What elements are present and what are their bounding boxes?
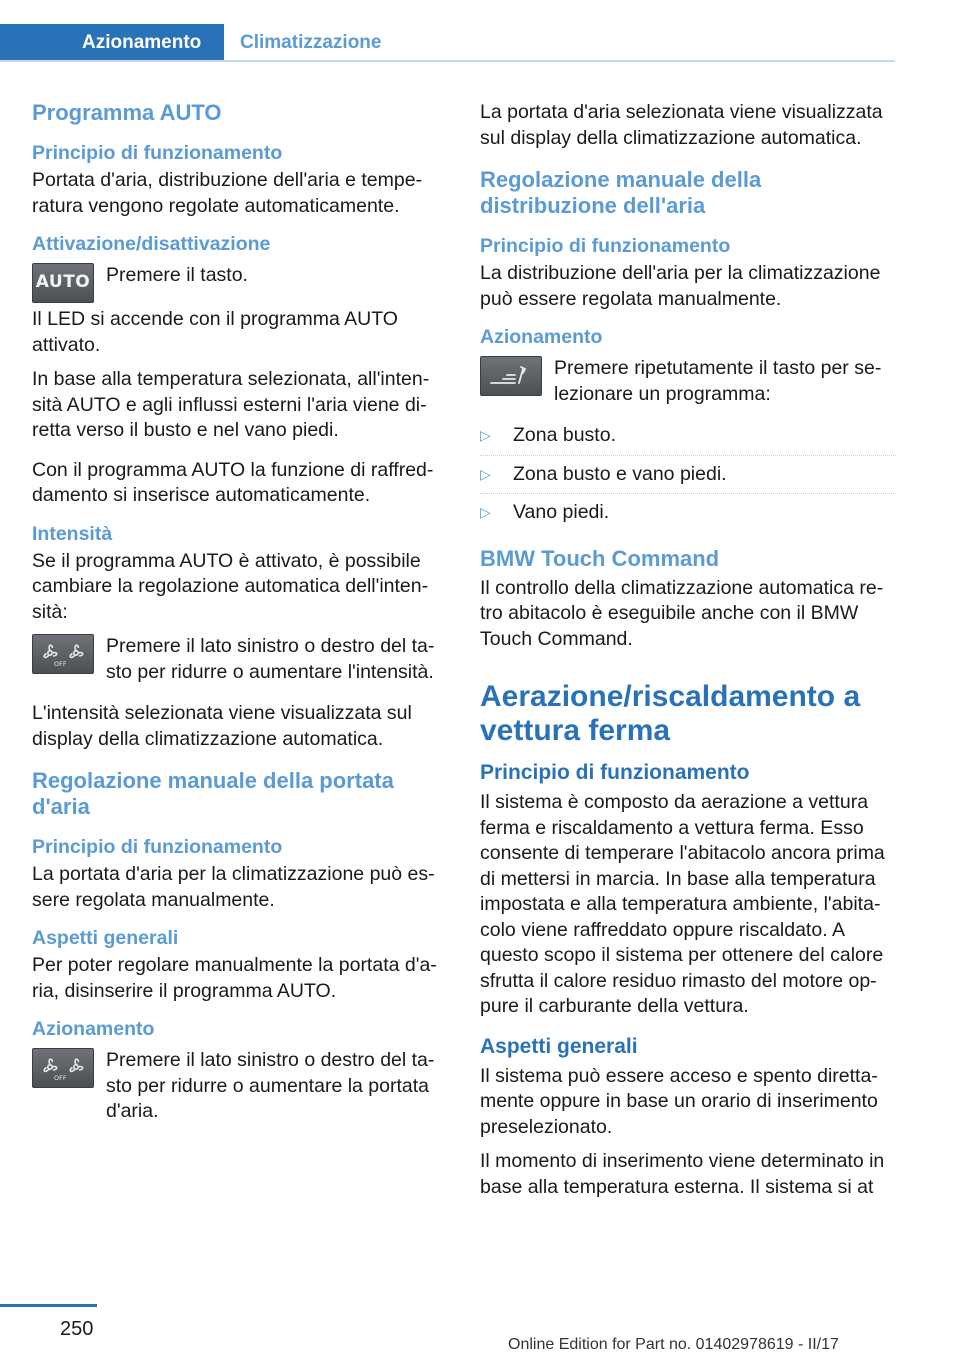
list-item: [480, 500, 896, 532]
heading-programma-auto: Programma AUTO: [32, 100, 222, 125]
triangle-right-icon: ▷: [480, 427, 491, 443]
paragraph: La distribuzione dell'aria per la climatizzazione può essere regolata manualmente.: [480, 262, 881, 310]
heading-azionamento: Azionamento: [32, 1018, 155, 1040]
footer-divider: [0, 1304, 97, 1307]
heading-intensita: Intensità: [32, 522, 113, 545]
page-number: 250: [60, 1318, 94, 1340]
paragraph: Il sistema è composto da aerazione a vettura ferma e riscaldamento a vettura ferma. Esso consente di temperare l'abitacolo ancora prima di mettersi in marcia. In base alla temperatura impostata e alla temperatura ambiente, l'abitacolo viene raffreddato oppure riscaldato. A questo scopo il sistema per ottenere del calore sfrutta il calore residuo rimasto del motore oppure il carburante della vettura.: [480, 791, 885, 1017]
paragraph: Se il programma AUTO è attivato, è possibile cambiare la regolazione automatica dell'intensità:: [32, 549, 429, 623]
heading-principio-funzionamento: Principio di funzionamento: [480, 761, 750, 784]
paragraph: Portata d'aria, distribuzione dell'aria e temperatura vengono regolate automaticamente.: [32, 169, 423, 217]
auto-button-image: [32, 263, 94, 303]
heading-principio-funzionamento: Principio di funzionamento: [32, 836, 283, 858]
airflow-button-row: [32, 1048, 448, 1131]
air-distribution-button-image: [480, 356, 542, 396]
paragraph: Premere ripetutamente il tasto per selezionare un programma:: [554, 357, 882, 405]
paragraph: In base alla temperatura selezionata, all'intensità AUTO e agli influssi esterni l'aria viene diretta verso il busto e nel vano piedi.: [32, 368, 430, 441]
paragraph: Premere il lato sinistro o destro del tasto per ridurre o aumentare la portata d'aria.: [106, 1049, 435, 1122]
paragraph: Il LED si accende con il programma AUTO attivato.: [32, 308, 398, 356]
auto-button-label: AUTO: [35, 272, 91, 293]
paragraph: Il sistema può essere acceso e spento direttamente oppure in base un orario di inserimento preselezionato.: [480, 1064, 878, 1138]
heading-principio-funzionamento: Principio di funzionamento: [32, 142, 283, 164]
paragraph: Con il programma AUTO la funzione di raffreddamento si inserisce automaticamente.: [32, 458, 434, 506]
svg-text:OFF: OFF: [54, 1074, 67, 1082]
fan-icon: [37, 1053, 89, 1083]
intensity-button-row: [32, 634, 448, 691]
heading-principio-funzionamento: Principio di funzionamento: [480, 235, 731, 257]
paragraph: L'intensità selezionata viene visualizzata sul display della climatizzazione automatica.: [32, 702, 412, 750]
program-list: [480, 423, 896, 532]
edition-note: Online Edition for Part no. 01402978619 - II/17: [508, 1336, 839, 1353]
tab-climatizzazione: Climatizzazione: [240, 32, 382, 53]
heading-azionamento: Azionamento: [480, 326, 603, 348]
paragraph: Il controllo della climatizzazione automatica retro abitacolo è eseguibile anche con il BMW Touch Command.: [480, 576, 884, 650]
paragraph: Premere il tasto.: [106, 264, 248, 286]
air-distribution-icon: [485, 361, 537, 391]
heading-aspetti-generali: Aspetti generali: [32, 927, 179, 949]
auto-button-row: [32, 263, 448, 303]
heading-distribuzione: Regolazione manuale della distribuzione dell'aria: [480, 167, 762, 218]
list-item-text: Zona busto e vano piedi.: [513, 462, 727, 485]
fan-off-button-image: [32, 1048, 94, 1088]
list-item: [480, 423, 896, 456]
list-item-text: Zona busto.: [513, 424, 616, 446]
distribution-button-row: [480, 356, 896, 413]
list-item: [480, 462, 896, 495]
tab-azionamento: Azionamento: [0, 24, 224, 62]
fan-off-button-image: [32, 634, 94, 674]
left-column: [32, 100, 448, 1135]
fan-icon: [37, 639, 89, 669]
triangle-right-icon: ▷: [480, 504, 491, 520]
heading-portata: Regolazione manuale della portata d'aria: [32, 768, 394, 819]
paragraph: La portata d'aria per la climatizzazione può essere regolata manualmente.: [32, 863, 435, 911]
paragraph: Il momento di inserimento viene determinato in base alla temperatura esterna. Il sistema si at: [480, 1150, 885, 1198]
heading-bmw-touch-command: BMW Touch Command: [480, 545, 720, 571]
header-divider: [0, 60, 895, 62]
paragraph: Per poter regolare manualmente la portata d'aria, disinserire il programma AUTO.: [32, 954, 437, 1002]
svg-text:OFF: OFF: [54, 660, 67, 668]
right-column: [480, 100, 896, 1209]
heading-aerazione: Aerazione/riscaldamento a vettura ferma: [480, 680, 861, 747]
triangle-right-icon: ▷: [480, 465, 491, 482]
paragraph: Premere il lato sinistro o destro del tasto per ridurre o aumentare l'intensità.: [106, 635, 435, 683]
heading-aspetti-generali: Aspetti generali: [480, 1034, 638, 1058]
heading-attivazione: Attivazione/disattivazione: [32, 233, 271, 255]
list-item-text: Vano piedi.: [513, 501, 610, 523]
paragraph: La portata d'aria selezionata viene visualizzata sul display della climatizzazione automatica.: [480, 101, 883, 149]
